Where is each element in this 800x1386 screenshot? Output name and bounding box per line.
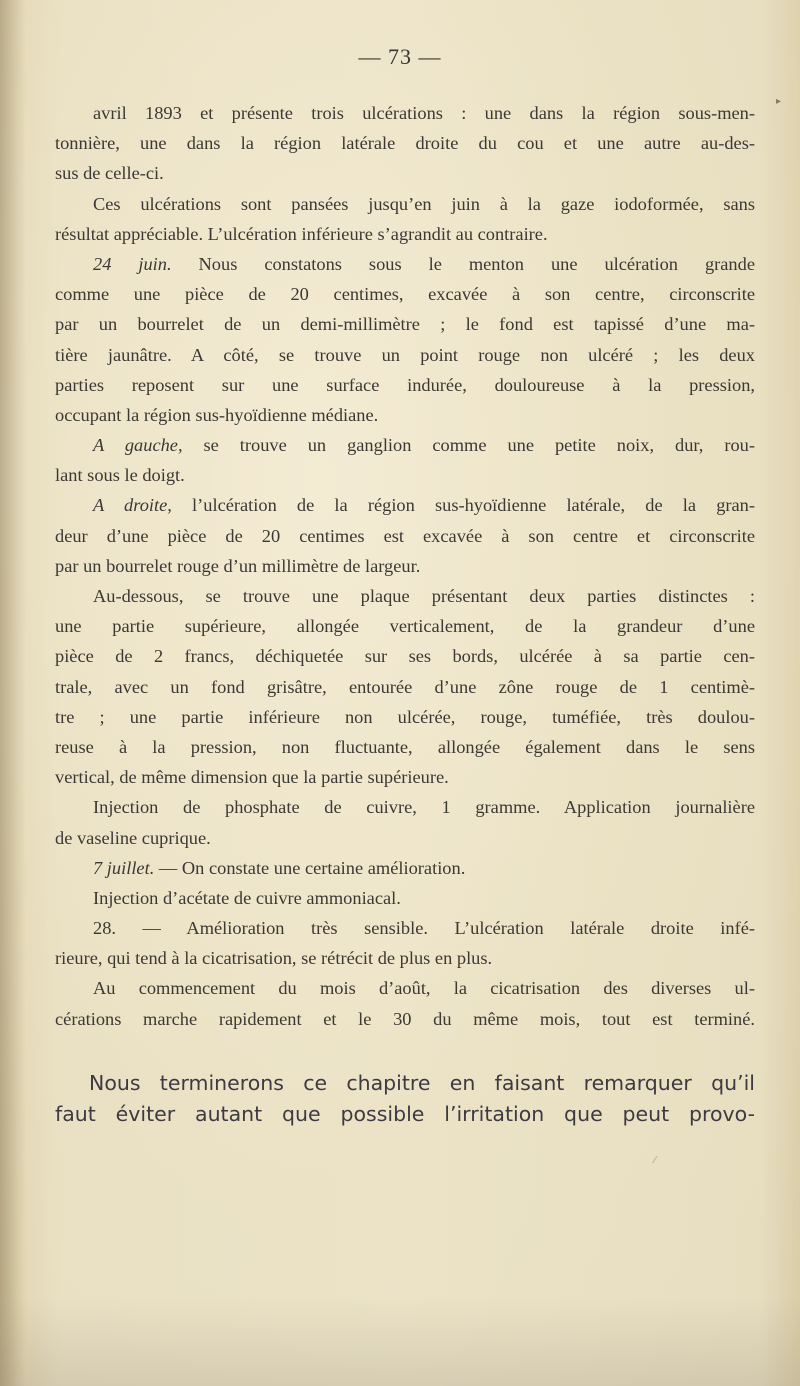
side-label: A gauche, bbox=[93, 435, 183, 456]
text-line: parties reposent sur une surface indurée, douloureuse à la pression, bbox=[55, 374, 755, 395]
text-line: cérations marche rapidement et le 30 du même mois, tout est terminé. bbox=[55, 1008, 755, 1029]
text-line: Injection de phosphate de cuivre, 1 gramme. Application journalière bbox=[93, 797, 755, 818]
text-line: tonnière, une dans la région latérale droite du cou et une autre au-des- bbox=[55, 133, 755, 154]
page-edge-shadow bbox=[0, 1296, 800, 1386]
text-line: 28. — Amélioration très sensible. L’ulcération latérale droite infé- bbox=[93, 918, 755, 939]
text-line: A gauche, se trouve un ganglion comme une petite noix, dur, rou- bbox=[93, 435, 755, 456]
text-line: pièce de 2 francs, déchiquetée sur ses bords, ulcérée à sa partie cen- bbox=[55, 646, 755, 667]
text-line: résultat appréciable. L’ulcération inférieure s’agrandit au contraire. bbox=[55, 223, 548, 244]
side-label: A droite, bbox=[93, 495, 172, 516]
paper-speck: ⁄ bbox=[654, 1155, 656, 1166]
text-line: Au commencement du mois d’août, la cicatrisation des diverses ul- bbox=[93, 978, 755, 999]
text-line: comme une pièce de 20 centimes, excavée à son centre, circonscrite bbox=[55, 284, 755, 305]
text-line: reuse à la pression, non fluctuante, allongée également dans le sens bbox=[55, 736, 755, 757]
text-line: trale, avec un fond grisâtre, entourée d’une zône rouge de 1 centimè- bbox=[55, 676, 755, 697]
text-line: occupant la région sus-hyoïdienne médiane. bbox=[55, 404, 379, 425]
date-label: 24 juin. bbox=[93, 253, 172, 274]
text-line: Injection d’acétate de cuivre ammoniacal. bbox=[93, 887, 401, 908]
text-line: vertical, de même dimension que la partie supérieure. bbox=[55, 767, 449, 788]
text-line: deur d’une pièce de 20 centimes est excavée à son centre et circonscrite bbox=[55, 525, 755, 546]
page-number: — 73 — bbox=[358, 44, 442, 69]
case-report-text bbox=[55, 98, 755, 1034]
text-line: Ces ulcérations sont pansées jusqu’en juin à la gaze iodoformée, sans bbox=[93, 193, 755, 214]
text-line: lant sous le doigt. bbox=[55, 465, 185, 486]
text-line: par un bourrelet rouge d’un millimètre de largeur. bbox=[55, 555, 421, 576]
text-line: une partie supérieure, allongée verticalement, de la grandeur d’une bbox=[55, 616, 755, 637]
text-line: sus de celle-ci. bbox=[55, 163, 164, 184]
text-line: tière jaunâtre. A côté, se trouve un point rouge non ulcéré ; les deux bbox=[55, 344, 755, 365]
text-line: 24 juin. Nous constatons sous le menton une ulcération grande bbox=[93, 253, 755, 274]
text-line: de vaseline cuprique. bbox=[55, 827, 211, 848]
text-line: rieure, qui tend à la cicatrisation, se rétrécit de plus en plus. bbox=[55, 948, 493, 969]
date-label: 7 juillet. bbox=[93, 857, 155, 878]
paper-speck: ▸ bbox=[776, 96, 782, 107]
text-line: faut éviter autant que possible l’irritation que peut provo- bbox=[55, 1102, 755, 1126]
text-line: par un bourrelet de un demi-millimètre ; le fond est tapissé d’une ma- bbox=[55, 314, 755, 335]
text-line: A droite, l’ulcération de la région sus-hyoïdienne latérale, de la gran- bbox=[93, 495, 756, 516]
text-line: Nous terminerons ce chapitre en faisant remarquer qu’il bbox=[89, 1071, 755, 1095]
closing-paragraph bbox=[55, 1068, 755, 1130]
text-line: avril 1893 et présente trois ulcérations : une dans la région sous-men- bbox=[93, 103, 755, 123]
text-line: 7 juillet. — On constate une certaine amélioration. bbox=[93, 857, 466, 878]
text-line: tre ; une partie inférieure non ulcérée, rouge, tuméfiée, très doulou- bbox=[55, 706, 755, 727]
binding-shadow bbox=[0, 0, 26, 1386]
text-line: Au-dessous, se trouve une plaque présentant deux parties distinctes : bbox=[93, 586, 755, 606]
